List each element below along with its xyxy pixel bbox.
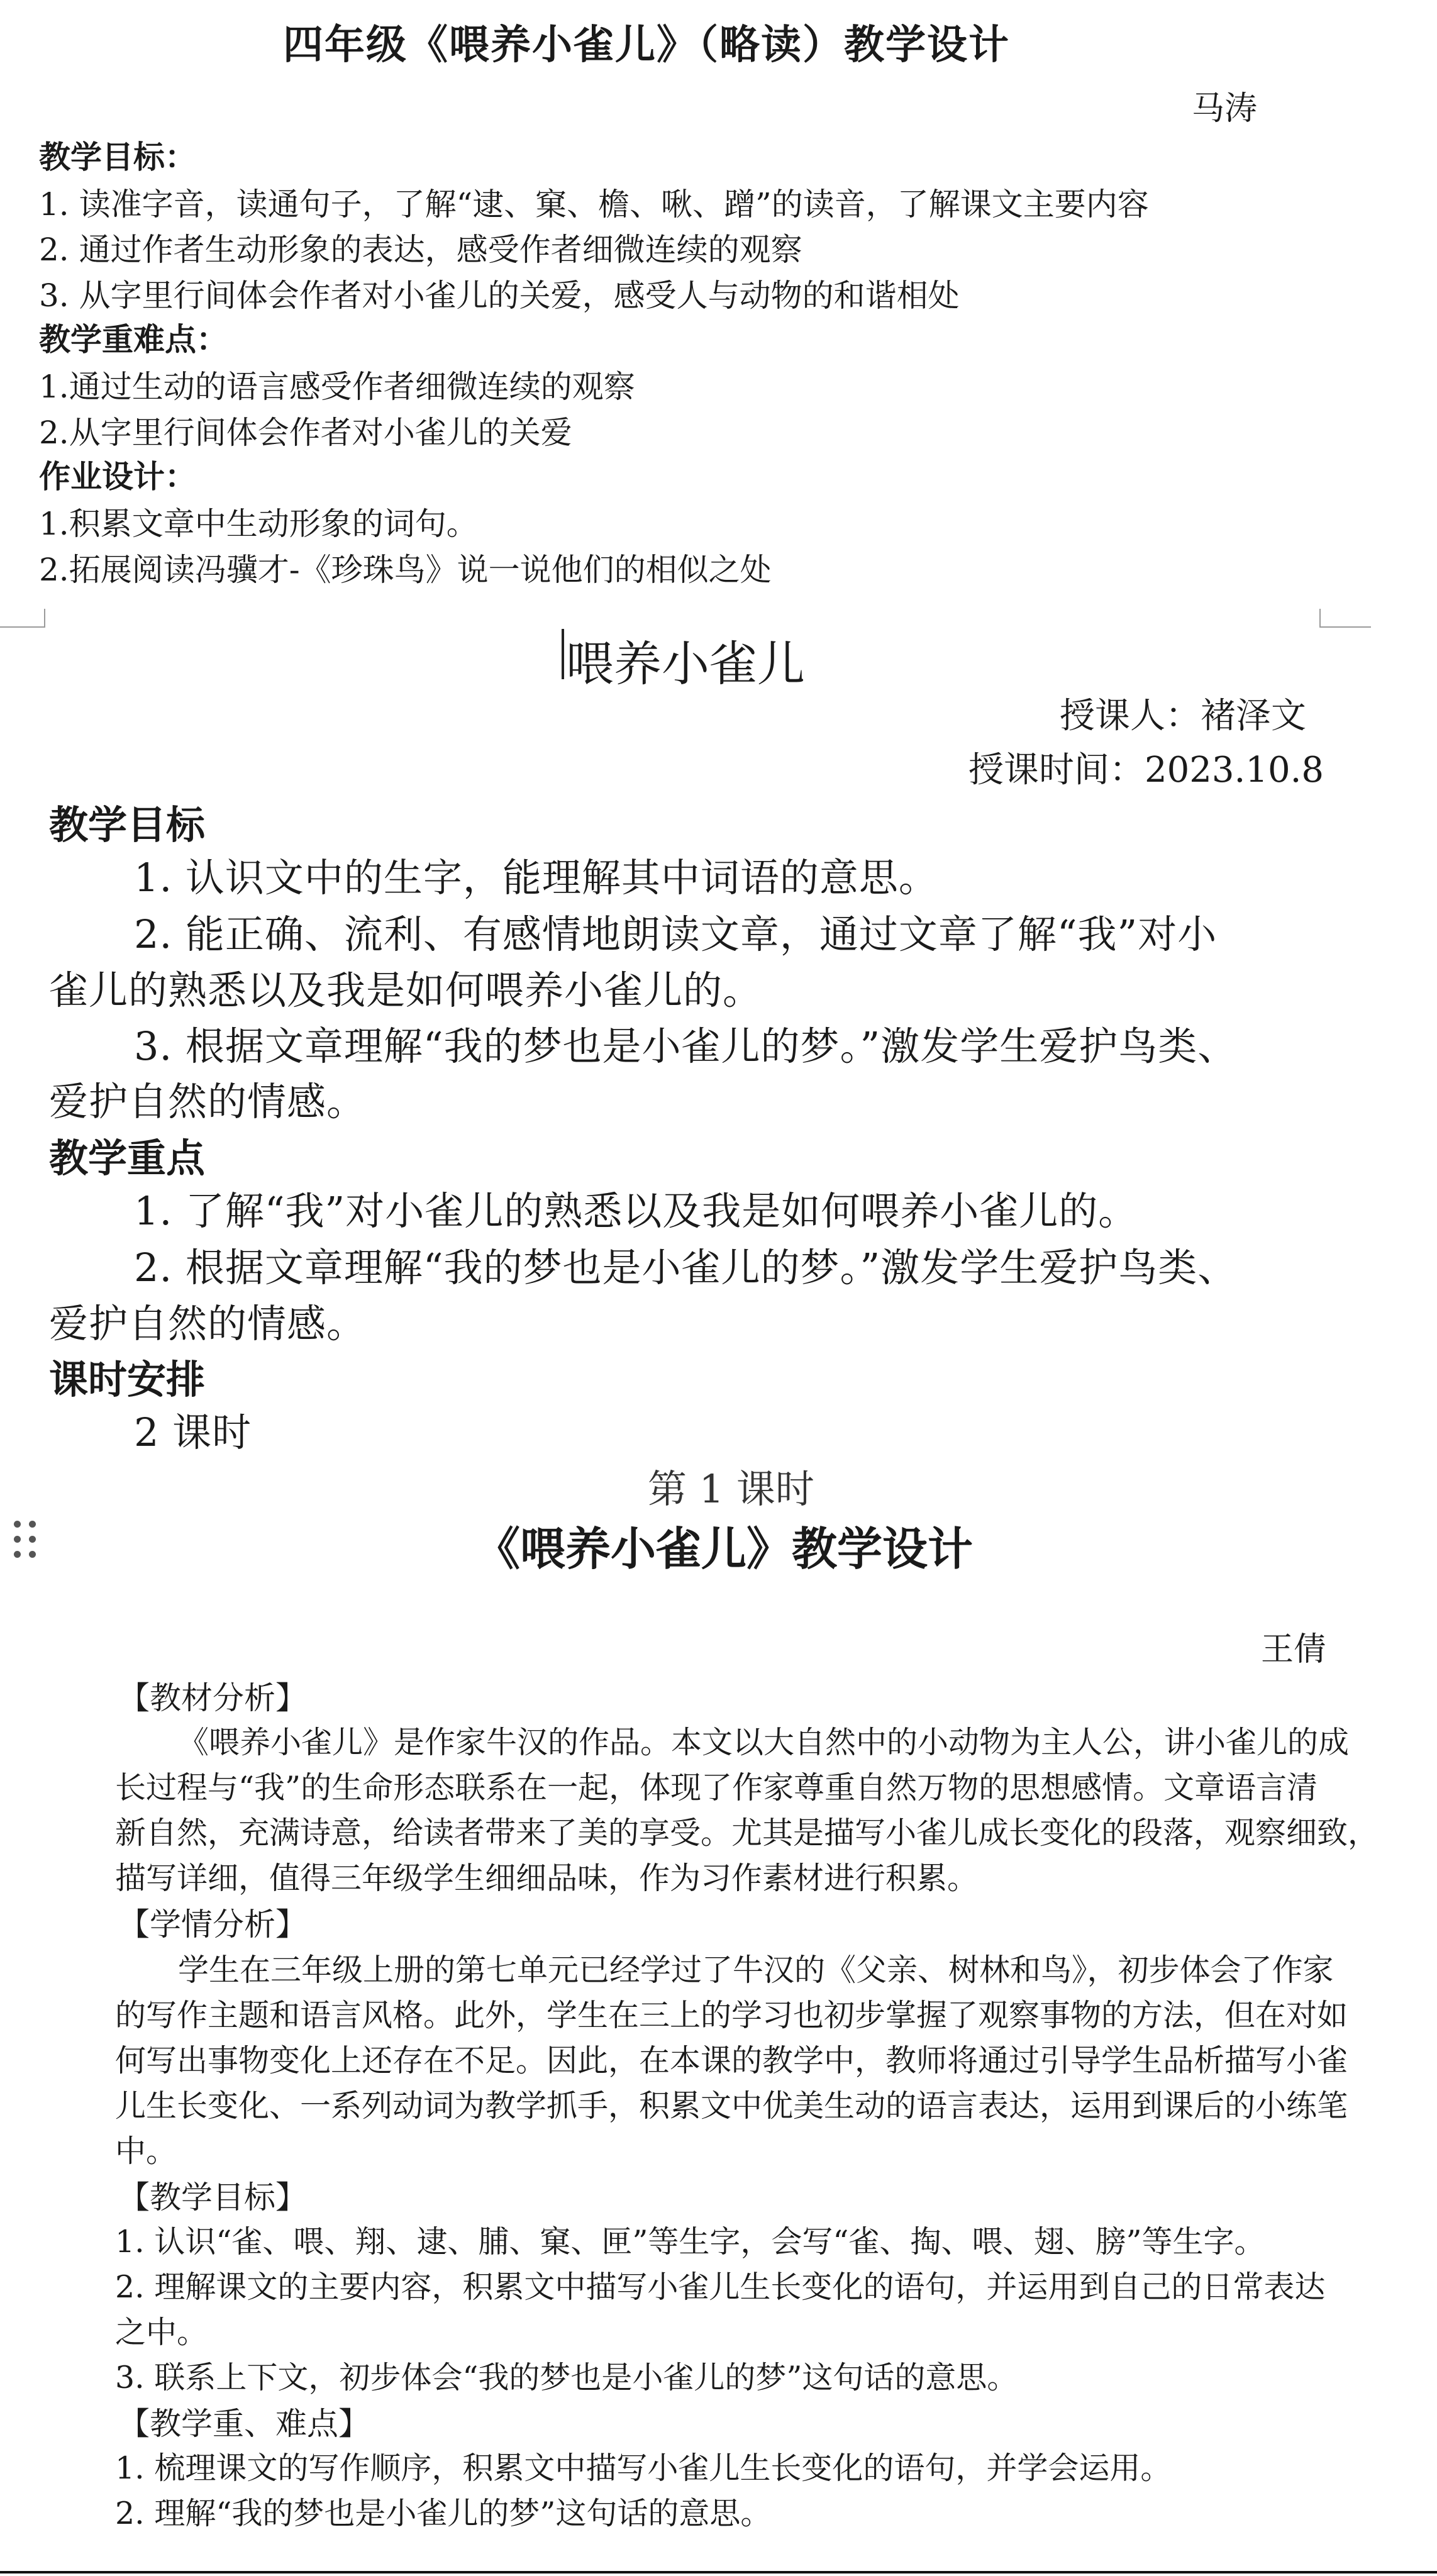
doc3-material-line: 描写详细，值得三年级学生细细品味，作为习作素材进行积累。	[115, 1860, 979, 1896]
doc2-keypoint-line: 2. 根据文章理解“我的梦也是小雀儿的梦。”激发学生爱护鸟类、	[134, 1245, 1238, 1291]
doc3-learner-line: 何写出事物变化上还存在不足。因此，在本课的教学中，教师将通过引导学生品析描写小雀	[115, 2043, 1348, 2079]
doc2-keypoint-line: 爱护自然的情感。	[49, 1301, 367, 1346]
doc3-goals-heading: 【教学目标】	[118, 2179, 307, 2216]
doc1-homework-line: 2.拓展阅读冯骥才-《珍珠鸟》说一说他们的相似之处	[39, 552, 772, 588]
doc3-keypoint-line: 1. 梳理课文的写作顺序，积累文中描写小雀儿生长变化的语句，并学会运用。	[115, 2450, 1172, 2486]
doc1-goals-heading: 教学目标：	[39, 138, 196, 175]
doc1-goal-line: 2. 通过作者生动形象的表达，感受作者细微连续的观察	[39, 231, 802, 268]
page-corner-mark	[0, 609, 45, 628]
doc2-goal-line: 雀儿的熟悉以及我是如何喂养小雀儿的。	[49, 967, 763, 1013]
doc3-material-heading: 【教材分析】	[118, 1680, 307, 1716]
doc2-keypoint-line: 1. 了解“我”对小雀儿的熟悉以及我是如何喂养小雀儿的。	[134, 1188, 1138, 1234]
doc3-learner-line: 的写作主题和语言风格。此外，学生在三上的学习也初步掌握了观察事物的方法，但在对如	[115, 1997, 1348, 2033]
doc1-goal-line: 3. 从字里行间体会作者对小雀儿的关爱，感受人与动物的和谐相处	[39, 277, 960, 314]
doc2-title[interactable]: 喂养小雀儿	[566, 636, 805, 692]
doc3-title: 《喂养小雀儿》教学设计	[475, 1522, 974, 1575]
page-bottom-rule	[0, 2571, 1437, 2573]
doc3-author: 王倩	[1261, 1631, 1327, 1668]
doc3-material-line: 新自然，充满诗意，给读者带来了美的享受。尤其是描写小雀儿成长变化的段落，观察细致，	[115, 1815, 1379, 1851]
doc2-goal-line: 1. 认识文中的生字，能理解其中词语的意思。	[134, 855, 938, 901]
doc1-title: 四年级《喂养小雀儿》（略读）教学设计	[283, 21, 1010, 69]
doc2-goal-line: 3. 根据文章理解“我的梦也是小雀儿的梦。”激发学生爱护鸟类、	[134, 1023, 1238, 1069]
doc2-goal-line: 2. 能正确、流利、有感情地朗读文章，通过文章了解“我”对小	[134, 911, 1218, 957]
doc3-goal-line: 之中。	[115, 2314, 208, 2350]
doc3-goal-line: 3. 联系上下文，初步体会“我的梦也是小雀儿的梦”这句话的意思。	[115, 2360, 1018, 2396]
doc3-learner-line: 儿生长变化、一系列动词为教学抓手，积累文中优美生动的语言表达，运用到课后的小练笔	[115, 2088, 1348, 2124]
doc2-time: 授课时间：2023.10.8	[968, 750, 1324, 791]
page-corner-mark	[1319, 609, 1371, 628]
doc2-schedule-value: 2 课时	[134, 1409, 252, 1455]
doc1-keypoint-line: 2.从字里行间体会作者对小雀儿的关爱	[39, 414, 572, 451]
doc1-homework-line: 1.积累文章中生动形象的词句。	[39, 506, 478, 542]
doc3-keypoints-heading: 【教学重、难点】	[118, 2406, 370, 2442]
doc3-learner-heading: 【学情分析】	[118, 1906, 307, 1943]
doc1-keypoint-line: 1.通过生动的语言感受作者细微连续的观察	[39, 369, 635, 405]
doc3-keypoint-line: 2. 理解“我的梦也是小雀儿的梦”这句话的意思。	[115, 2496, 772, 2531]
doc1-goal-line: 1. 读准字音，读通句子，了解“逮、窠、檐、啾、蹭”的读音，了解课文主要内容	[39, 186, 1149, 223]
drag-handle-icon[interactable]	[14, 1521, 42, 1558]
doc2-teacher: 授课人：褚泽文	[1060, 696, 1306, 736]
doc1-author: 马涛	[1192, 90, 1258, 128]
doc2-schedule-heading: 课时安排	[49, 1357, 206, 1402]
doc3-material-line: 《喂养小雀儿》是作家牛汉的作品。本文以大自然中的小动物为主人公，讲小雀儿的成	[178, 1724, 1350, 1760]
doc2-goal-line: 爱护自然的情感。	[49, 1079, 367, 1124]
doc3-goal-line: 2. 理解课文的主要内容，积累文中描写小雀儿生长变化的语句，并运用到自己的日常表达	[115, 2269, 1326, 2305]
doc3-goal-line: 1. 认识“雀、喂、翔、逮、脯、窠、匣”等生字，会写“雀、掏、喂、翅、膀”等生字。	[115, 2224, 1265, 2260]
doc3-learner-line: 学生在三年级上册的第七单元已经学过了牛汉的《父亲、树林和鸟》，初步体会了作家	[178, 1952, 1334, 1988]
doc2-goals-heading: 教学目标	[49, 802, 206, 848]
doc3-material-line: 长过程与“我”的生命形态联系在一起，体现了作家尊重自然万物的思想感情。文章语言清	[115, 1770, 1318, 1806]
doc1-keypoints-heading: 教学重难点：	[39, 321, 228, 358]
doc1-homework-heading: 作业设计：	[39, 458, 196, 495]
doc3-learner-line: 中。	[115, 2133, 177, 2169]
text-cursor	[562, 629, 564, 679]
doc2-keypoints-heading: 教学重点	[49, 1135, 206, 1181]
doc2-cut-off-line: 第 1 课时	[648, 1466, 814, 1512]
